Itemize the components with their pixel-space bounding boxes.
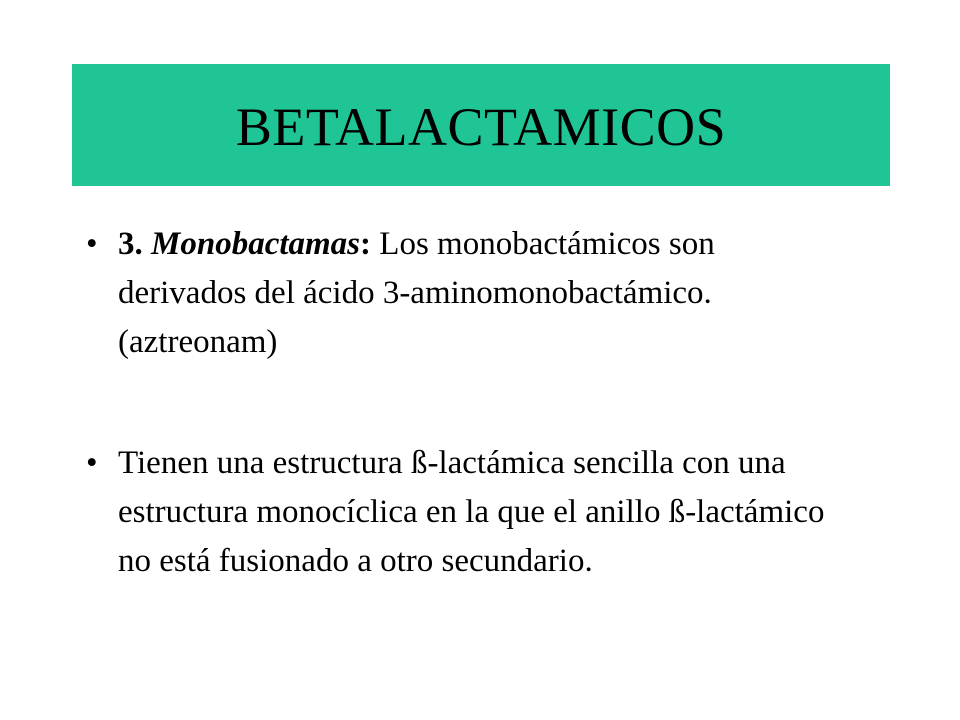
bullet-colon: : xyxy=(360,226,372,262)
bullet-item-estructura xyxy=(80,439,840,586)
bullet-text: Tienen una estructura ß-lactámica sencilla con una estructura monocíclica en la que el anillo ß-lactámico no está fusionado a otro secundario. xyxy=(118,445,825,579)
bullet-number: 3. xyxy=(118,226,143,262)
bullet-text: Los monobactámicos son derivados del ácido 3-aminomonobactámico.(aztreonam) xyxy=(118,226,715,360)
title-banner xyxy=(72,64,890,186)
slide-title: BETALACTAMICOS xyxy=(235,97,727,157)
bullet-list xyxy=(80,220,840,586)
bullet-term: Monobactamas xyxy=(151,226,361,262)
bullet-dot-icon: • xyxy=(86,226,98,262)
bullet-dot-icon: • xyxy=(86,445,98,481)
bullet-item-monobactamas xyxy=(80,220,840,367)
